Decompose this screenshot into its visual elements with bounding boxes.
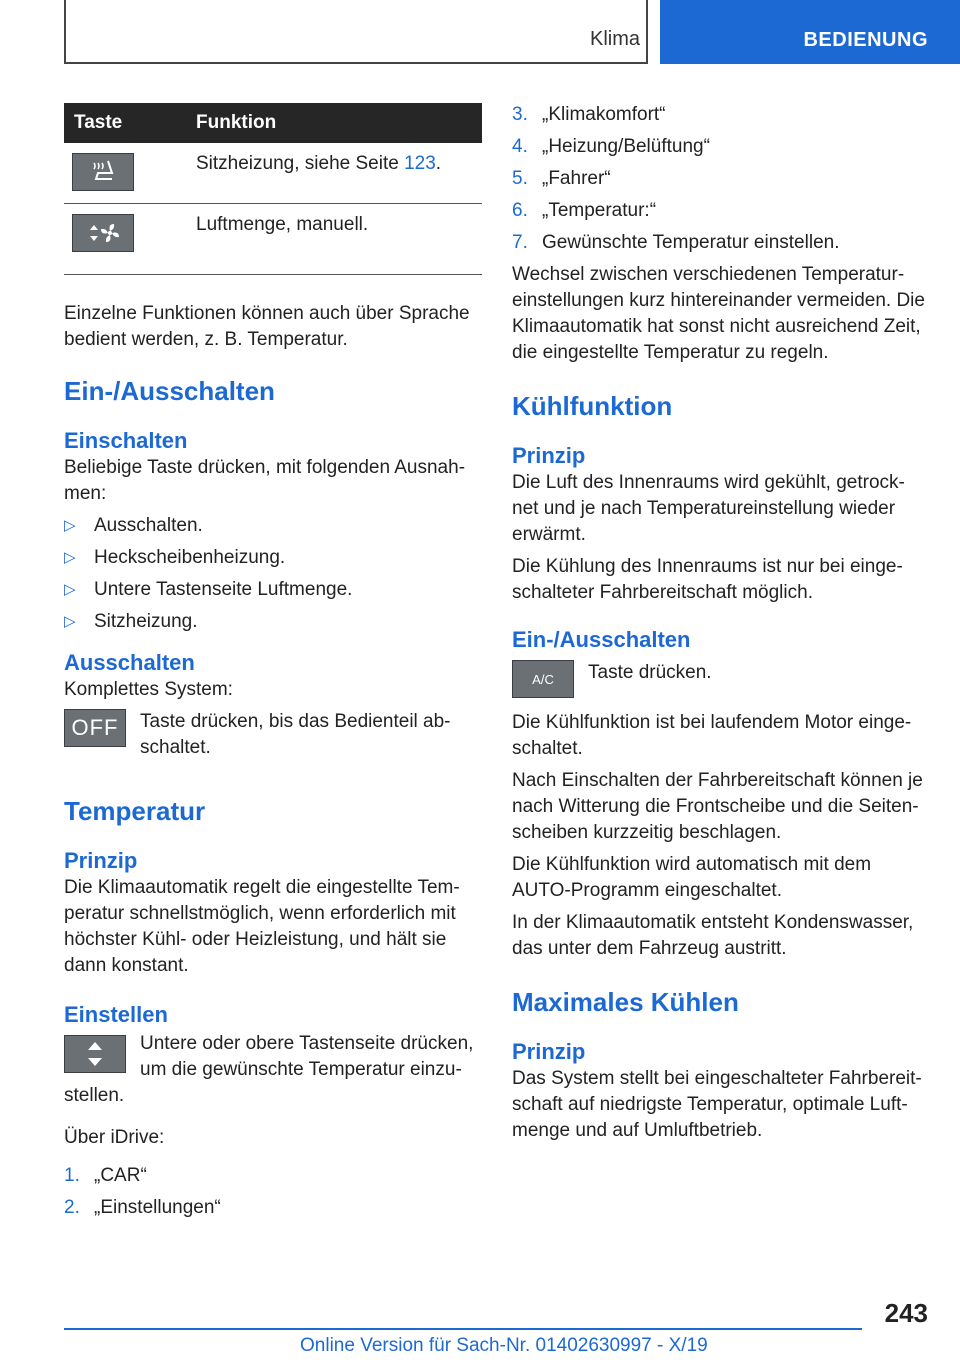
table-row-text: Luftmenge, manuell.	[196, 204, 482, 275]
ausschalten-text: Komplettes System:	[64, 679, 233, 700]
off-key-text: Taste drücken, bis das Bedienteil ab‐ schaltet.	[140, 711, 451, 758]
left-column	[64, 103, 482, 1227]
heading-prinzip: Prinzip	[512, 1039, 586, 1064]
ac-text-1: Die Kühlfunktion ist bei laufendem Motor einge‐ schaltet.	[512, 712, 912, 759]
heading-prinzip: Prinzip	[512, 443, 586, 468]
heading-prinzip: Prinzip	[64, 848, 138, 873]
list-item: 2. „Einstellungen“	[64, 1197, 221, 1218]
list-item: ▷ Untere Tastenseite Luftmenge.	[64, 577, 482, 603]
einschalten-text: Beliebige Taste drücken, mit folgenden Ausnah‐ men:	[64, 457, 466, 504]
kuehl-text-1: Die Luft des Innenraums wird gekühlt, getrock‐ net und je nach Temperatureinstellung wieder erwärmt.	[512, 472, 905, 545]
intro-paragraph: Einzelne Funktionen können auch über Sprache bedient werden, z. B. Temperatur.	[64, 303, 470, 350]
off-key-row	[64, 709, 482, 761]
list-item: ▷ Ausschalten.	[64, 513, 482, 539]
ac-text-2: Nach Einschalten der Fahrbereitschaft können je nach Witterung die Frontscheibe und die Seiten‐ scheiben kurzzeitig beschlagen.	[512, 770, 923, 843]
max-text: Das System stellt bei eingeschalteter Fahrbereit‐ schaft auf niedrigste Temperatur, optimale Luft‐ menge und auf Umluftbetrieb.	[512, 1068, 922, 1141]
list-item: 3. „Klimakomfort“	[512, 104, 666, 125]
heading-ein-ausschalten-kuehl: Ein-/Ausschalten	[512, 627, 691, 652]
steps-list-continued	[512, 102, 930, 256]
triangle-marker-icon: ▷	[64, 517, 76, 534]
heading-kuehlfunktion: Kühlfunktion	[512, 391, 673, 421]
up-down-arrows-icon	[85, 1039, 105, 1069]
temp-key-row	[64, 1031, 482, 1109]
list-item: 4. „Heizung/Belüftung“	[512, 136, 710, 157]
ac-key: A/C	[512, 660, 574, 698]
prinzip-text: Die Klimaautomatik regelt die eingestellte Tem‐ peratur schnellstmöglich, wenn erforderlich mit höchster Kühl- oder Heizleistung, und hält sie dann konstant.	[64, 877, 460, 976]
header-section-title: Klima	[589, 28, 640, 50]
page-number: 243	[884, 1298, 928, 1328]
footer-rule	[64, 1328, 862, 1330]
ac-text-3: Die Kühlfunktion wird automatisch mit dem AUTO-Programm eingeschaltet.	[512, 854, 872, 901]
list-item: 5. „Fahrer“	[512, 168, 611, 189]
triangle-marker-icon: ▷	[64, 581, 76, 598]
kuehl-text-2: Die Kühlung des Innenraums ist nur bei einge‐ schalteter Fahrbereitschaft möglich.	[512, 556, 903, 603]
key-function-table	[64, 103, 482, 275]
header-chapter-label: BEDIENUNG	[803, 29, 928, 51]
list-item: 1. „CAR“	[64, 1165, 147, 1186]
fan-key	[72, 214, 134, 252]
triangle-marker-icon: ▷	[64, 613, 76, 630]
list-item: ▷ Heckscheibenheizung.	[64, 545, 482, 571]
fan-arrows-icon	[86, 220, 120, 246]
wechsel-text: Wechsel zwischen verschiedenen Temperatur‐ einstellungen kurz hintereinander vermeiden. Die Klimaautomatik hat sonst nicht ausreichend Zeit, die eingestellte Temperatur zu regeln.	[512, 264, 925, 363]
table-row	[64, 204, 482, 275]
page-link[interactable]: 123	[404, 153, 436, 174]
einstellen-text: Untere oder obere Tastenseite drücken, um die gewünschte Temperatur einzu‐ stellen.	[64, 1033, 474, 1106]
list-item: 7. Gewünschte Temperatur einstellen.	[512, 232, 840, 253]
ac-key-row	[512, 660, 930, 698]
idrive-text: Über iDrive:	[64, 1127, 165, 1148]
list-item: 6. „Temperatur:“	[512, 200, 657, 221]
table-row: Sitzheizung, siehe Seite 123.	[64, 143, 482, 204]
temp-updown-key	[64, 1035, 126, 1073]
triangle-marker-icon: ▷	[64, 549, 76, 566]
heading-ausschalten: Ausschalten	[64, 650, 195, 675]
ac-text-4: In der Klimaautomatik entsteht Kondenswasser, das unter dem Fahrzeug austritt.	[512, 912, 914, 959]
heading-temperatur: Temperatur	[64, 796, 206, 826]
heading-einschalten: Einschalten	[64, 428, 188, 453]
list-item: ▷ Sitzheizung.	[64, 609, 482, 635]
header-chapter-tab[interactable]	[660, 0, 960, 64]
right-column	[512, 102, 930, 1144]
ac-key-text: Taste drücken.	[588, 662, 712, 683]
steps-list	[64, 1163, 482, 1221]
seat-heating-icon	[88, 159, 118, 185]
table-head-function: Funktion	[196, 103, 482, 143]
heading-einstellen: Einstellen	[64, 1002, 168, 1027]
table-head-key: Taste	[64, 103, 196, 143]
header-rule-bottom	[64, 62, 648, 64]
header-rule-right	[646, 0, 648, 64]
header-rule-left	[64, 0, 66, 64]
seat-heating-key	[72, 153, 134, 191]
heading-maximales-kuehlen: Maximales Kühlen	[512, 987, 739, 1017]
off-key: OFF	[64, 709, 126, 747]
exception-list	[64, 513, 482, 635]
footer-text: Online Version für Sach-Nr. 01402630997 - X/19	[300, 1335, 708, 1356]
heading-ein-ausschalten: Ein-/Ausschalten	[64, 376, 275, 406]
table-row-text: Sitzheizung, siehe Seite	[196, 153, 405, 174]
